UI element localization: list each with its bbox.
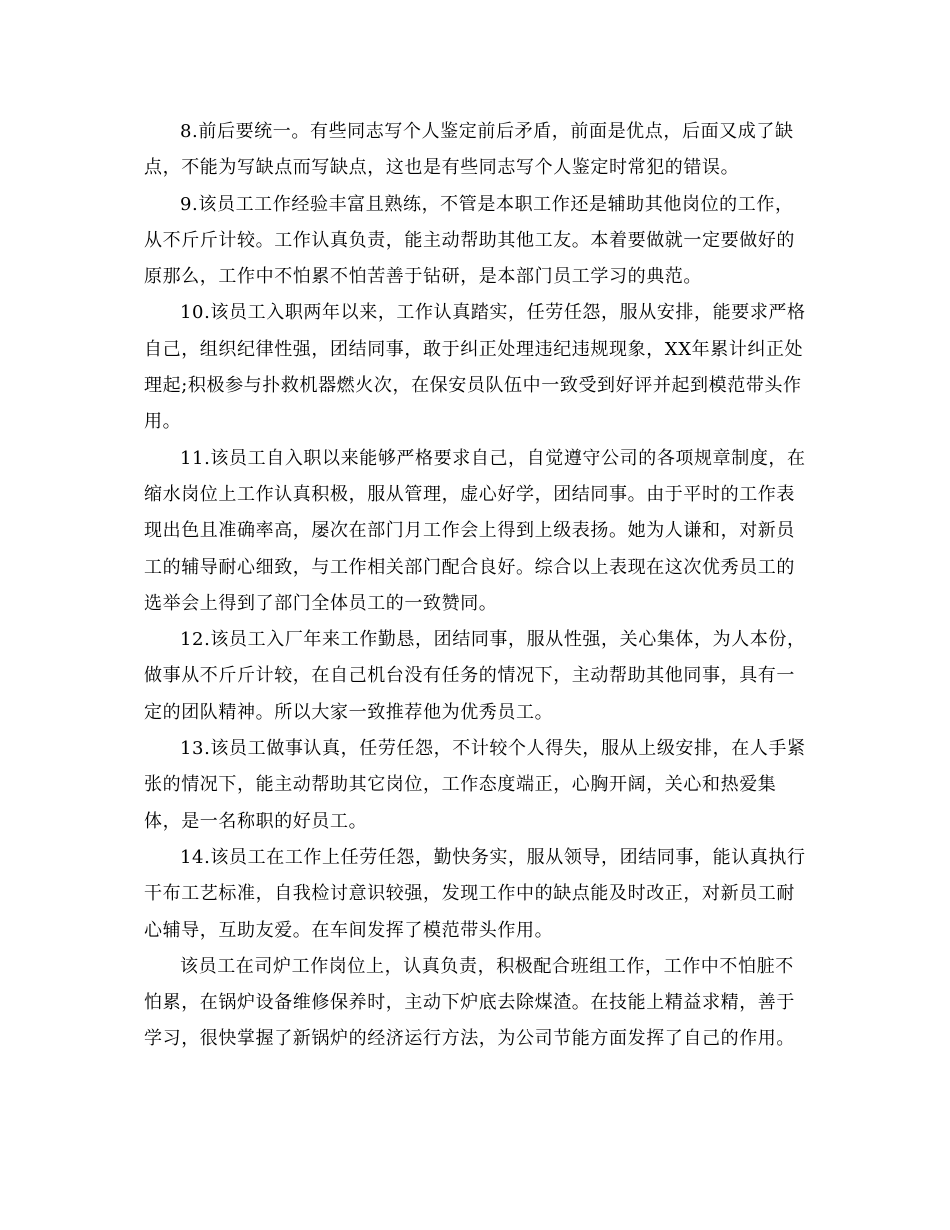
text-line: 14.该员工在工作上任劳任怨，勤快务实，服从领导，团结同事，能认真执行 [180,846,806,868]
paragraph-14 [144,840,808,949]
text-line: 该员工在司炉工作岗位上，认真负责，积极配合班组工作，工作中不怕脏不 [180,955,794,977]
paragraph-10 [144,295,808,440]
text-line: 自己，组织纪律性强，团结同事，敢于纠正处理违纪违规现象，XX年累计纠正处 [144,338,804,360]
text-line: 选举会上得到了部门全体员工的一致赞同。 [144,592,498,614]
text-line: 体，是一名称职的好员工。 [144,810,368,832]
text-line: 怕累，在锅炉设备维修保养时，主动下炉底去除煤渣。在技能上精益求精，善于 [144,992,795,1014]
text-line: 原那么，工作中不怕累不怕苦善于钻研，是本部门员工学习的典范。 [144,266,702,288]
text-line: 13.该员工做事认真，任劳任怨，不计较个人得失，服从上级安排，在人手紧 [180,738,806,760]
text-line: 点，不能为写缺点而写缺点，这也是有些同志写个人鉴定时常犯的错误。 [144,157,740,179]
text-line: 8.前后要统一。有些同志写个人鉴定前后矛盾，前面是优点，后面又成了缺 [180,121,794,142]
paragraph-15 [144,949,808,1058]
text-line: 用。 [144,411,182,433]
text-line: 从不斤斤计较。工作认真负责，能主动帮助其他工友。本着要做就一定要做好的 [144,229,795,251]
text-line: 干布工艺标准，自我检讨意识较强，发现工作中的缺点能及时改正，对新员工耐 [144,883,795,905]
paragraph-9 [144,187,808,296]
text-line: 10.该员工入职两年以来，工作认真踏实，任劳任怨，服从安排，能要求严格 [180,302,806,324]
paragraph-11 [144,441,808,622]
paragraph-8 [144,114,808,187]
text-line: 张的情况下，能主动帮助其它岗位，工作态度端正，心胸开阔，关心和热爱集 [144,774,777,796]
paragraph-13 [144,731,808,840]
text-line: 9.该员工工作经验丰富且熟练，不管是本职工作还是辅助其他岗位的工作， [180,193,794,215]
text-line: 定的团队精神。所以大家一致推荐他为优秀员工。 [144,701,554,723]
text-line: 心辅导，互助友爱。在车间发挥了模范带头作用。 [144,919,554,941]
text-line: 做事从不斤斤计较，在自己机台没有任务的情况下，主动帮助其他同事，具有一 [144,665,795,687]
text-line: 理起;积极参与扑救机器燃火次，在保安员队伍中一致受到好评并起到模范带头作 [144,375,802,397]
text-line: 工的辅导耐心细致，与工作相关部门配合良好。综合以上表现在这次优秀员工的 [144,556,795,578]
document-body [144,114,808,1058]
text-line: 现出色且准确率高，屡次在部门月工作会上得到上级表扬。她为人谦和，对新员 [144,520,795,542]
text-line: 缩水岗位上工作认真积极，服从管理，虚心好学，团结同事。由于平时的工作表 [144,483,795,505]
text-line: 12.该员工入厂年来工作勤恳，团结同事，服从性强，关心集体，为人本份， [180,629,806,651]
text-line: 学习，很快掌握了新锅炉的经济运行方法，为公司节能方面发挥了自己的作用。 [144,1028,795,1050]
text-line: 11.该员工自入职以来能够严格要求自己，自觉遵守公司的各项规章制度，在 [180,447,806,469]
paragraph-12 [144,622,808,731]
